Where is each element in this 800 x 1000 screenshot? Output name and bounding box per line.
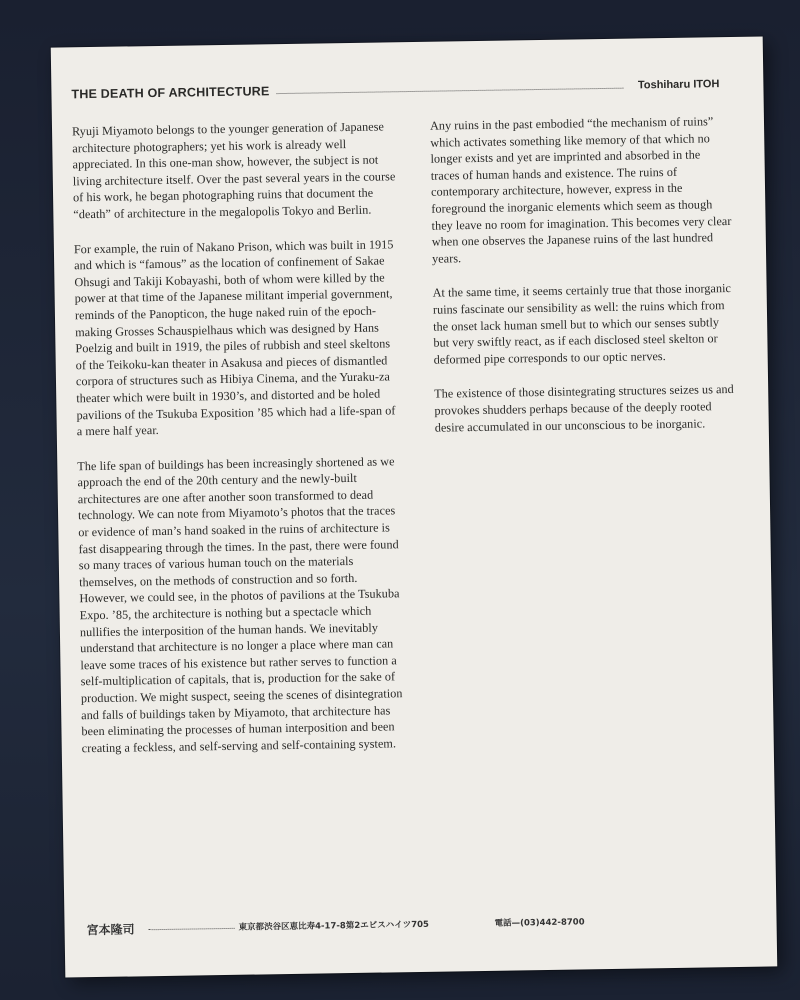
article-header [71, 77, 723, 105]
paragraph: For example, the ruin of Nakano Prison, which was built in 1915 and which is “famous” as the location of confinement of Sakae Ohsugi and Takiji Kobayashi, both of whom were killed by the power at that time of the Japanese militant imperial government, reminds of the Panopticon, the huge naked ruin of the epoch-making Grosses Schauspielhaus which was designed by Hans Poelzig and built in 1919, the piles of rubbish and steel skeltons of the Teikoku-kan theater in Asakusa and pieces of dismantled corpora of structures such as Hibiya Cinema, and the Yuraku-za theater which were built in 1930’s, and distorted and be holed pavilions of the Tsukuba Exposition ’85 which had a life-span of a mere half year. [73, 236, 396, 439]
paragraph: The life span of buildings has been increasingly shortened as we approach the end of the 20th century and the newly-built architectures are one after another soon transformed to dead technology. We can note from Miyamoto’s photos that the traces or evidence of man’s hand soaked in the ruins of architecture is fast disappearing through the times. In the past, there were found so many traces of various human touch on the materials themselves, on the methods of construction and so forth. However, we could see, in the photos of pavilions at the Tsukuba Expo. ’85, the architecture is nothing but a spectacle which nullifies the interposition of the human hands. We inevitably understand that architecture is no longer a place where man can leave some traces of his existence but rather serves to function a self-multiplication of capitals, that is, production for the sake of production. We might suspect, seeing the scenes of disintegration and falls of buildings taken by Miyamoto, that architecture has been eliminating the processes of human interposition and been creating a feckless, and self-serving and self-containing system. [77, 453, 403, 756]
footer-phone: 電話—(03)442-8700 [494, 917, 585, 929]
dotted-leader-rule [276, 88, 623, 94]
footer-address: 東京都渋谷区恵比寿4-17-8第2エビスハイツ705 [238, 919, 430, 933]
left-text-column [72, 118, 408, 774]
paragraph: At the same time, it seems certainly true that those inorganic ruins fascinate our sensibility as well: the ruins which from the onset lack human smell but to which our senses subtly but very swiftly react, as if each disclosed steel skelton or deformed pipe corresponds to our optic nerves. [432, 281, 732, 367]
paragraph: Ryuji Miyamoto belongs to the younger generation of Japanese architecture photographers; yet his work is already well appreciated. In this one-man show, however, the subject is not living architecture itself. Over the past several years in the course of his work, he began photographing ruins that document the “death” of architecture in the megalopolis Tokyo and Berlin. [71, 119, 396, 222]
paragraph: Any ruins in the past embodied “the mechanism of ruins” which activates something like memory of that which no longer exists and yet are imprinted and absorbed in the traces of human hands and existence. The ruins of contemporary architecture, however, express in the foreground the inorganic elements which seem as though they leave no room for imagination. This becomes very clear when one observes the Japanese ruins of the last hundred years. [429, 114, 732, 266]
right-text-column [430, 113, 735, 454]
article-title: THE DEATH OF ARCHITECTURE [71, 84, 270, 102]
footer-dotted-leader [149, 928, 235, 930]
page-footer [86, 911, 726, 941]
article-author: Toshiharu ITOH [637, 78, 720, 92]
footer-photographer-name: 宮本隆司 [86, 922, 135, 938]
paragraph: The existence of those disintegrating structures seizes us and provokes shudders perhaps because of the deeply rooted desire accumulated in our unconscious to be inorganic. [434, 382, 734, 435]
book-page [51, 36, 778, 977]
